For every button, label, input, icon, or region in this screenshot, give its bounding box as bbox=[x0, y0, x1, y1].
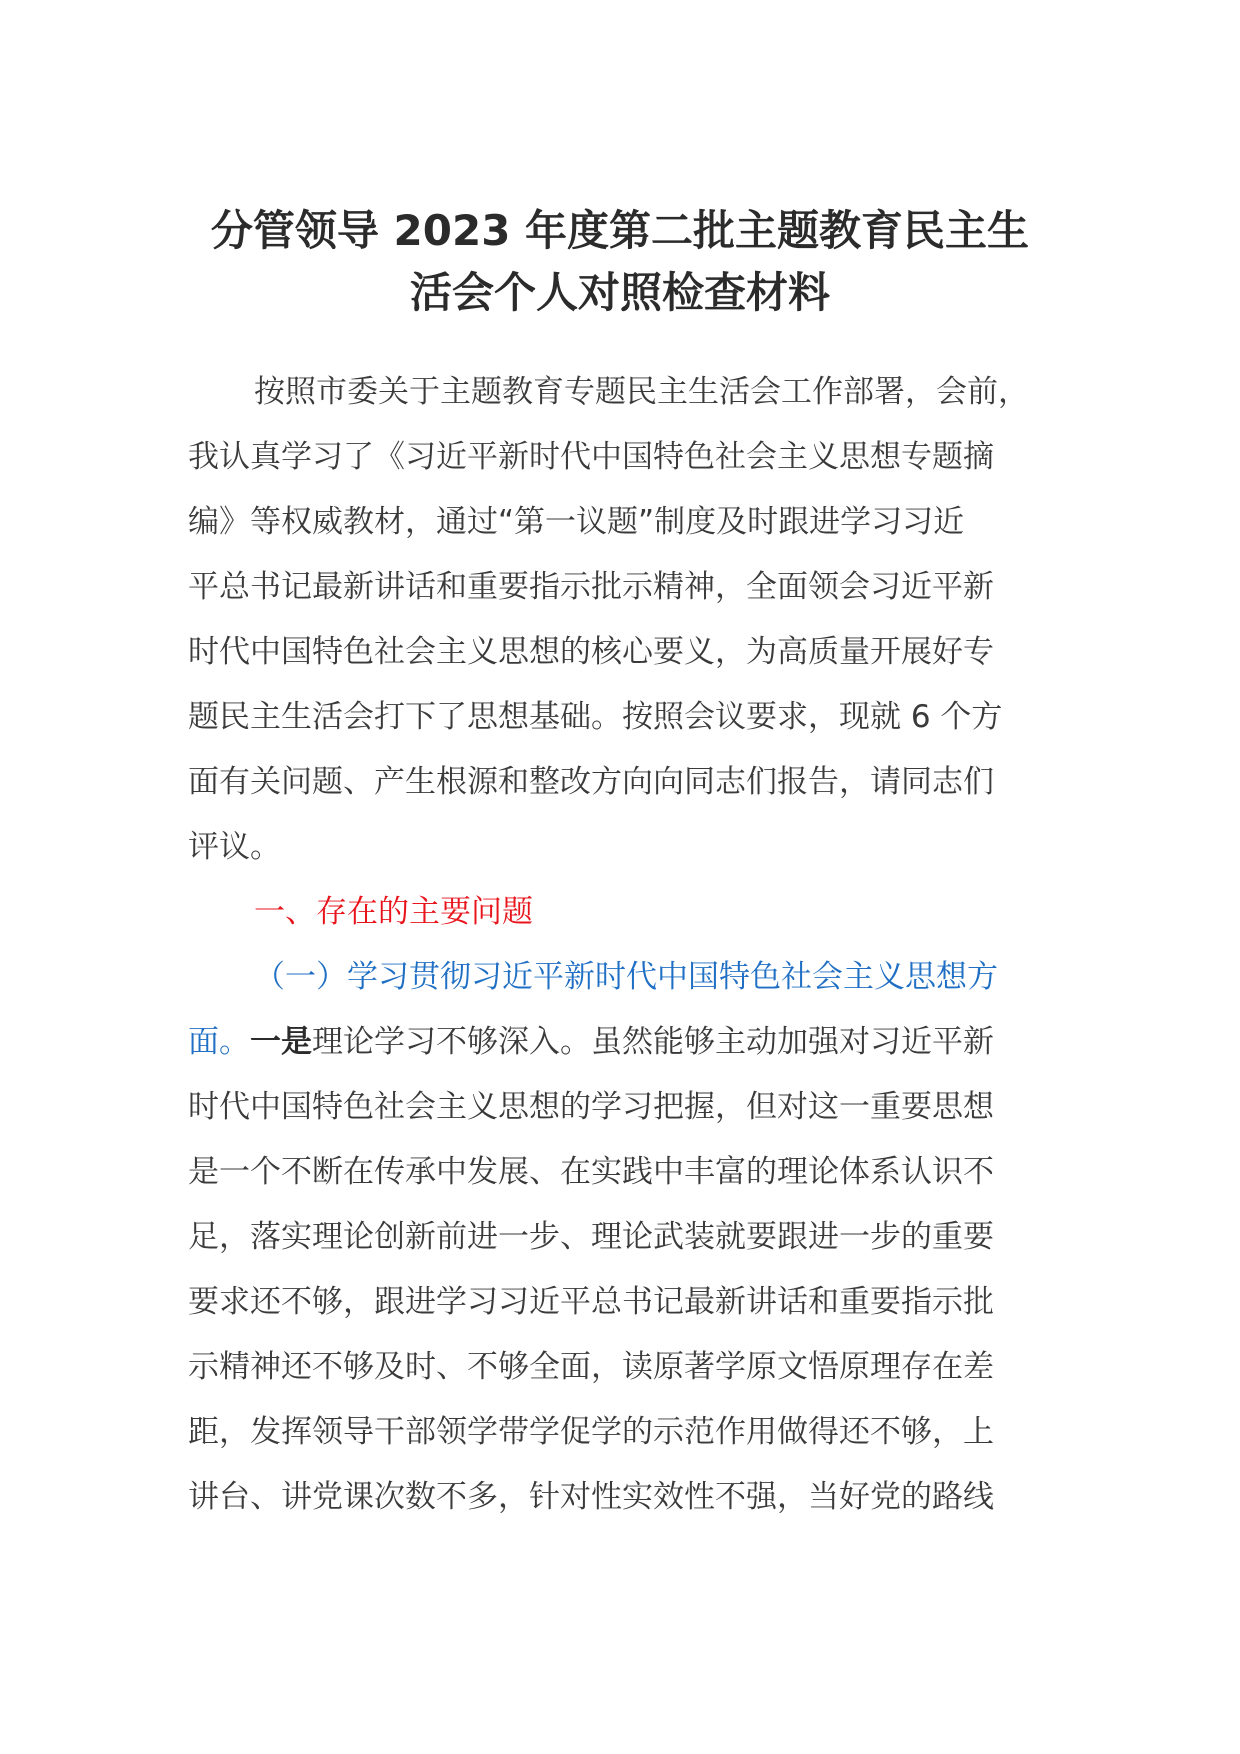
intro-line: 按照市委关于主题教育专题民主生活会工作部署，会前， bbox=[254, 374, 1029, 410]
body-line: 要求还不够，跟进学习习近平总书记最新讲话和重要指示批 bbox=[188, 1284, 994, 1320]
body-line: 时代中国特色社会主义思想的学习把握，但对这一重要思想 bbox=[188, 1089, 994, 1125]
body-line: 距，发挥领导干部领学带学促学的示范作用做得还不够，上 bbox=[188, 1414, 994, 1450]
intro-line: 面有关问题、产生根源和整改方向向同志们报告，请同志们 bbox=[188, 764, 994, 800]
body-line: 足，落实理论创新前进一步、理论武装就要跟进一步的重要 bbox=[188, 1219, 994, 1255]
title-line-2: 活会个人对照检查材料 bbox=[409, 268, 830, 317]
intro-line: 平总书记最新讲话和重要指示批示精神，全面领会习近平新 bbox=[188, 569, 994, 605]
title-line-1: 分管领导 2023 年度第二批主题教育民主生 bbox=[210, 206, 1030, 255]
subsection-heading: （一）学习贯彻习近平新时代中国特色社会主义思想方 bbox=[254, 959, 998, 995]
point-label: 一是 bbox=[250, 1024, 312, 1060]
point-text: 理论学习不够深入。虽然能够主动加强对习近平新 bbox=[312, 1024, 994, 1060]
subsection-line bbox=[188, 1010, 1068, 1075]
document-body bbox=[188, 360, 1068, 1530]
body-line: 示精神还不够及时、不够全面，读原著学原文悟原理存在差 bbox=[188, 1349, 994, 1385]
intro-line: 编》等权威教材，通过“第一议题”制度及时跟进学习习近 bbox=[188, 504, 965, 540]
body-line: 是一个不断在传承中发展、在实践中丰富的理论体系认识不 bbox=[188, 1154, 994, 1190]
intro-line: 时代中国特色社会主义思想的核心要义，为高质量开展好专 bbox=[188, 634, 994, 670]
subsection-heading-end: 面。 bbox=[188, 1024, 250, 1060]
intro-line: 题民主生活会打下了思想基础。按照会议要求，现就 6 个方 bbox=[188, 699, 1003, 735]
intro-line: 我认真学习了《习近平新时代中国特色社会主义思想专题摘 bbox=[188, 439, 994, 475]
body-line: 讲台、讲党课次数不多，针对性实效性不强，当好党的路线 bbox=[188, 1479, 994, 1515]
intro-line: 评议。 bbox=[188, 829, 281, 865]
section-heading: 一、存在的主要问题 bbox=[254, 894, 533, 930]
document-title bbox=[150, 200, 1090, 324]
